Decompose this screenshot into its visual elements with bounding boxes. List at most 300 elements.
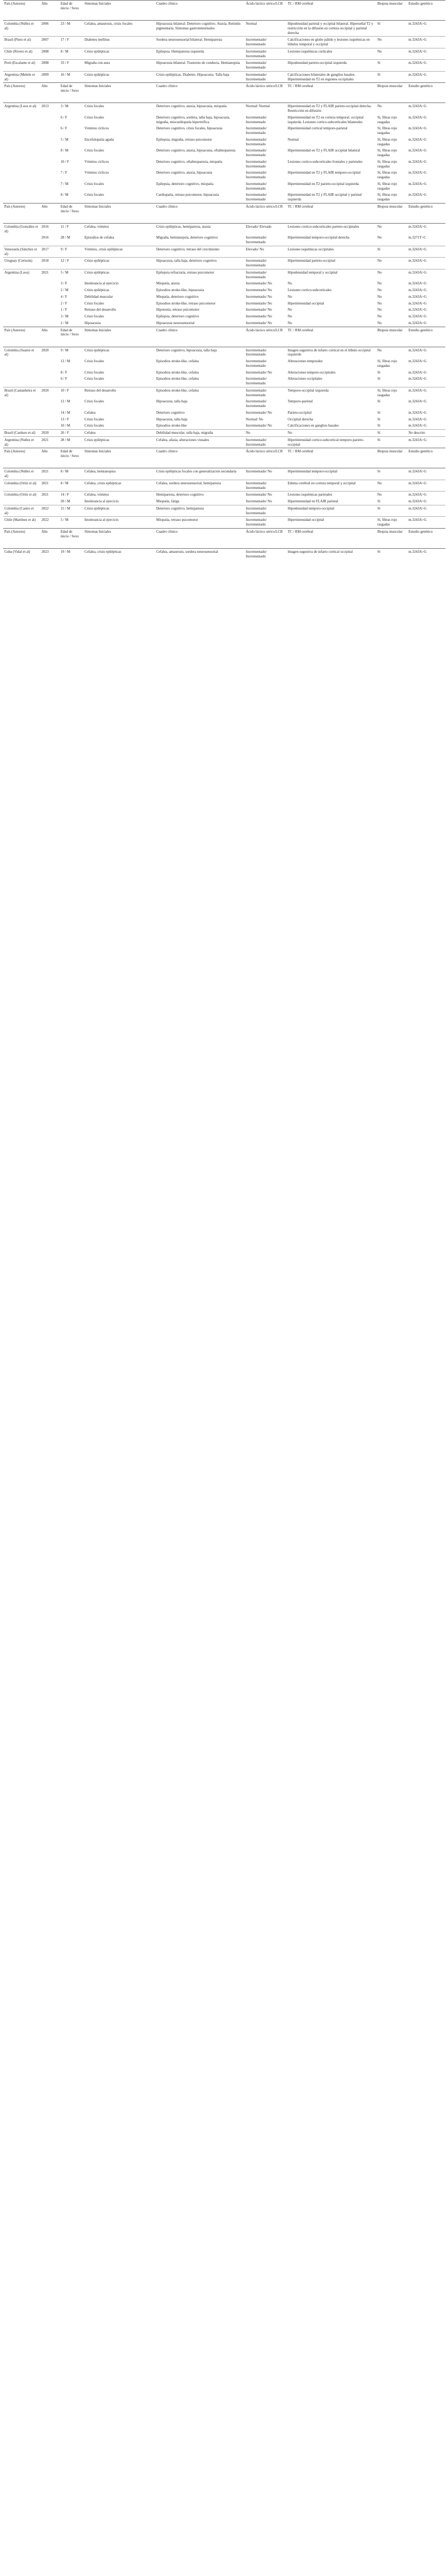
cell-edad: 19 / M bbox=[60, 549, 71, 554]
cell-cuadro: Crisis epilépticas focales con generalización secundaria bbox=[156, 469, 237, 474]
cell-sintomas: Cefalea, vómitos bbox=[83, 492, 155, 498]
table-row bbox=[3, 114, 445, 126]
column-header-pais: País (Autores) bbox=[3, 1, 40, 21]
table-row bbox=[3, 300, 445, 307]
cell-sintomas: Cefalea, crisis epilépticas bbox=[83, 480, 155, 492]
cell-sintomas: Crisis epilépticas bbox=[83, 269, 155, 280]
cell-biopsia: Sí bbox=[376, 246, 407, 258]
cell-pais: Brasil (Pinto et al) bbox=[3, 37, 40, 48]
cell-tc: Hipodensidad temporo-occipital bbox=[286, 505, 376, 517]
tables-container bbox=[0, 0, 448, 560]
cell-cuadro: Hipoacusia bilateral. Deterioro cognitivo. Ataxia. Retinitis pigmentaria. Síntomas gastrointestinales bbox=[156, 22, 241, 30]
cell-tc: Calcificaciones en globo pálido y lesiones isquémicas en lóbulos temporal y occipital bbox=[286, 37, 376, 48]
cell-tc: Hiperintensidad en T2 y FLAIR temporo-occipital bbox=[288, 171, 361, 175]
cell-estudio: m.3243A>G bbox=[408, 22, 427, 26]
table-row bbox=[3, 410, 445, 416]
table-row bbox=[3, 192, 445, 203]
cell-cuadro: Deterioro cognitivo, hipoacusia, talla baja bbox=[156, 348, 217, 352]
cell-estudio: m.3243A>G bbox=[407, 71, 445, 82]
cell-sintomas: Retraso del desarrollo bbox=[83, 387, 155, 398]
cell-acido: Incrementado/ Incrementado bbox=[244, 60, 286, 72]
cell-sintomas: Encefalopatía aguda bbox=[84, 137, 114, 142]
cell-sintomas: Cefalea, crisis epilépticas bbox=[84, 549, 122, 554]
cell-edad: 4 / F bbox=[60, 294, 68, 299]
table-row bbox=[3, 492, 445, 498]
table-row bbox=[3, 287, 445, 294]
cell-estudio: m.3243A>G bbox=[408, 159, 427, 164]
cases-table bbox=[3, 448, 445, 528]
cell-acido: No bbox=[244, 430, 286, 437]
cell-ano: 2006 bbox=[41, 22, 49, 26]
cell-cuadro: Deterioro cognitivo, crisis focales, hipoacusia bbox=[156, 126, 223, 131]
cell-ano bbox=[40, 170, 59, 181]
cell-pais: Chile (Martínez et al) bbox=[3, 517, 40, 528]
cell-acido: Incrementado/ Incrementado bbox=[244, 48, 286, 60]
cell-pais bbox=[3, 234, 40, 246]
cell-biopsia: Sí bbox=[377, 399, 380, 404]
cell-biopsia: Sí bbox=[376, 60, 407, 72]
cell-tc: Hipodensidad parietal y occipital bilateral. Hiperseñal T2 y restricción en la difusión en corteza occipital y parietal derecha bbox=[288, 22, 373, 35]
cell-pais bbox=[3, 287, 40, 294]
cell-edad: 7 / M bbox=[60, 181, 69, 186]
column-header-edad: Edad de inicio / Sexo bbox=[59, 327, 82, 347]
cell-tc: Lesiones cortico-subcorticales parieto-occipitales bbox=[288, 224, 359, 229]
cell-biopsia: No bbox=[377, 308, 382, 312]
cell-cuadro: Deterioro cognitivo, sordera, talla baja, hipoacusia, migraña, miocardiopatía hipertrófica bbox=[156, 115, 230, 124]
cell-pais bbox=[3, 300, 40, 307]
cell-biopsia: No bbox=[377, 348, 382, 352]
cell-ano bbox=[40, 313, 59, 320]
cell-cuadro: Hipoacusia, talla baja bbox=[156, 399, 188, 404]
column-header-biopsia: Biopsia muscular bbox=[376, 1, 407, 21]
header-row bbox=[3, 327, 445, 347]
cell-biopsia: Sí, fibras rojo rasgadas bbox=[376, 517, 407, 528]
cell-biopsia: Sí, fibras rojo rasgadas bbox=[377, 126, 397, 135]
cell-acido: Incrementado/ No bbox=[245, 288, 272, 292]
cell-tc: No bbox=[288, 320, 292, 325]
cell-cuadro: Hipoacusia neurosensorial bbox=[156, 320, 195, 325]
cell-biopsia: Sí bbox=[376, 71, 407, 82]
column-header-cuadro: Cuadro clínico bbox=[155, 448, 244, 468]
column-header-biopsia: Biopsia muscular bbox=[376, 203, 407, 223]
cell-estudio: m.3243A>G bbox=[408, 469, 427, 474]
cell-estudio: m.3243A>G bbox=[408, 308, 427, 312]
cell-estudio: m.3243A>G bbox=[408, 181, 427, 186]
cell-pais bbox=[3, 313, 40, 320]
cell-acido: Incrementado/ Incrementado bbox=[245, 235, 267, 244]
table-row bbox=[3, 376, 445, 387]
cell-acido: Incrementado/ No bbox=[245, 423, 272, 428]
column-header-biopsia: Biopsia muscular bbox=[376, 448, 407, 468]
cell-estudio: m.3243A>G bbox=[408, 137, 427, 142]
cell-cuadro: Epilepsia, deterioro cognitivo, miopatía bbox=[156, 181, 213, 186]
cell-cuadro: Episodios stroke-like, cefalea bbox=[156, 377, 199, 381]
cell-estudio: m.3243A>G bbox=[408, 549, 427, 554]
column-header-pais: País (Autores) bbox=[3, 203, 40, 223]
cell-acido: Incrementado/ Incrementado bbox=[245, 115, 267, 124]
cell-cuadro: Hipoacusia, talla baja bbox=[156, 417, 188, 421]
cell-cuadro: Deterioro cognitivo bbox=[156, 410, 185, 415]
cell-tc: Hiperintensidad temporo-occipital bbox=[288, 469, 338, 474]
cell-tc: Hiperintensidad cortical temporo-parietal bbox=[288, 126, 347, 131]
cell-biopsia: Sí, fibras rojo rasgadas bbox=[377, 171, 397, 179]
cases-table bbox=[3, 82, 445, 203]
column-header-tc: TC / RM cerebral bbox=[286, 528, 376, 548]
cell-sintomas: Episodios de cefalea bbox=[84, 235, 114, 240]
cell-estudio: m.3243A>G bbox=[407, 517, 445, 528]
cell-ano bbox=[40, 280, 59, 287]
cell-estudio: m.3243A>G bbox=[408, 499, 427, 503]
cell-biopsia: Sí bbox=[377, 22, 380, 26]
cell-edad: 2 / M bbox=[60, 288, 69, 292]
cell-acido: Incrementado/ Incrementado bbox=[244, 517, 286, 528]
table-row bbox=[3, 60, 445, 72]
cell-pais bbox=[3, 170, 40, 181]
table-row bbox=[3, 170, 445, 181]
cell-ano bbox=[40, 369, 59, 376]
cell-tc: Hiperintensidad en FLAIR parietal bbox=[288, 499, 338, 503]
cases-table bbox=[3, 327, 445, 448]
cell-acido: Incrementado/ Incrementado bbox=[244, 505, 286, 517]
cell-acido: Incrementado/ No bbox=[245, 281, 272, 286]
cell-sintomas: Vómitos cíclicos bbox=[84, 159, 109, 164]
cell-edad: 8 / M bbox=[60, 193, 69, 197]
cell-tc: Temporo-occipital izquierda bbox=[286, 387, 376, 398]
cell-ano bbox=[40, 307, 59, 313]
cell-ano: 2021 bbox=[40, 480, 59, 492]
cell-tc: Calcificaciones bilaterales de ganglios basales. Hiperintensidad en T2 en regiones occipitales bbox=[286, 71, 376, 82]
cell-estudio: m.3243A>G bbox=[408, 288, 427, 292]
cell-ano: 2020 bbox=[41, 348, 49, 352]
column-header-biopsia: Biopsia muscular bbox=[376, 83, 407, 103]
cell-cuadro: Miopatía, fatiga bbox=[156, 499, 179, 503]
header-row bbox=[3, 83, 445, 103]
cell-cuadro: Cefalea, amaurosis, sordera neurosensorial bbox=[156, 549, 218, 554]
cell-pais bbox=[3, 498, 40, 505]
table-row bbox=[3, 234, 445, 246]
cell-edad: 23 / M bbox=[60, 22, 71, 26]
cell-ano bbox=[40, 422, 59, 429]
cell-cuadro: Episodios stroke-like, cefalea bbox=[155, 387, 244, 398]
cell-sintomas: Crisis epilépticas bbox=[83, 258, 155, 269]
cell-edad: 12 / M bbox=[60, 399, 71, 404]
table-row bbox=[3, 223, 445, 234]
cell-biopsia: Sí, fibras rojo rasgadas bbox=[377, 181, 397, 191]
cell-pais: Venezuela (Sánchez et al) bbox=[3, 246, 40, 258]
table-row bbox=[3, 358, 445, 369]
column-header-sintomas: Síntomas Iniciales bbox=[83, 203, 155, 223]
cell-acido: Normal/ No bbox=[245, 417, 263, 421]
cell-acido: Incrementado/ No bbox=[245, 308, 272, 312]
cell-biopsia: Sí bbox=[377, 370, 380, 375]
cell-edad: 12 / M bbox=[60, 359, 71, 363]
cell-sintomas: Crisis focales bbox=[84, 423, 104, 428]
cell-acido: Incrementado/ Incrementado bbox=[245, 171, 267, 179]
table-row bbox=[3, 517, 445, 528]
cell-ano: 2008 bbox=[40, 48, 59, 60]
cell-biopsia: Sí bbox=[377, 499, 380, 503]
table-row bbox=[3, 48, 445, 60]
cell-ano bbox=[40, 320, 59, 327]
column-header-sintomas: Síntomas Iniciales bbox=[83, 528, 155, 548]
cell-ano bbox=[40, 498, 59, 505]
cell-sintomas: Diabetes mellitus bbox=[83, 37, 155, 48]
cell-acido: Incrementado/ Incrementado bbox=[245, 126, 267, 135]
cell-edad: 12 / F bbox=[59, 258, 82, 269]
cell-sintomas: Crisis focales bbox=[84, 193, 104, 197]
cell-estudio: m.3243A>G bbox=[407, 258, 445, 269]
cell-ano bbox=[40, 416, 59, 423]
cell-cuadro: Deterioro cognitivo, hemiparesia bbox=[155, 505, 244, 517]
cell-biopsia: No bbox=[376, 258, 407, 269]
table-row bbox=[3, 387, 445, 398]
cell-ano bbox=[40, 192, 59, 203]
cell-acido: Incrementado/ Incrementado bbox=[244, 387, 286, 398]
cell-pais bbox=[3, 125, 40, 137]
cell-edad: 28 / M bbox=[59, 436, 82, 448]
cell-estudio: m.3271T>C bbox=[408, 235, 426, 240]
cell-pais: Colombia (Ortíz et al) bbox=[3, 480, 40, 492]
header-row bbox=[3, 528, 445, 548]
cell-ano bbox=[40, 181, 59, 192]
cell-sintomas: Crisis focales bbox=[84, 417, 104, 421]
cell-estudio: m.3243A>G bbox=[408, 224, 427, 229]
cell-acido: Incrementado/ Incrementado bbox=[245, 137, 267, 146]
cell-tc: Lesiones isquémicas occipitales bbox=[286, 246, 376, 258]
cell-biopsia: Sí bbox=[377, 410, 380, 415]
cases-table bbox=[3, 203, 445, 327]
column-header-tc: TC / RM cerebral bbox=[286, 327, 376, 347]
cell-ano: 2013 bbox=[41, 104, 49, 109]
cell-acido: Incrementado/ No bbox=[245, 314, 272, 318]
column-header-tc: TC / RM cerebral bbox=[286, 203, 376, 223]
cell-tc: Hiperintensidad occipital bbox=[288, 301, 324, 306]
cell-tc: Alteraciones temporales bbox=[288, 359, 323, 363]
column-header-sintomas: Síntomas Iniciales bbox=[83, 1, 155, 21]
cell-biopsia: No bbox=[377, 294, 382, 299]
table-row bbox=[3, 147, 445, 159]
cell-sintomas: Intolerancia al ejercicio bbox=[84, 281, 119, 286]
cell-biopsia: No bbox=[377, 288, 382, 292]
cell-estudio: m.3243A>G bbox=[408, 377, 427, 381]
cell-cuadro: Episodios stroke-like, cefalea bbox=[156, 359, 199, 363]
cell-sintomas: Debilidad muscular bbox=[84, 294, 113, 299]
cell-edad: 15 / M bbox=[59, 505, 82, 517]
cell-ano: 2021 bbox=[40, 436, 59, 448]
cell-estudio: m.3243A>G bbox=[407, 480, 445, 492]
cell-biopsia: Sí, fibras rojo rasgadas bbox=[377, 193, 397, 201]
cell-ano: 2008 bbox=[40, 60, 59, 72]
cell-cuadro: Deterioro cognitivo, ataxia, hipoacusia, oftalmoparesia bbox=[156, 148, 236, 153]
cell-sintomas: Crisis focales bbox=[84, 301, 104, 306]
cell-pais: Colombia (González et al) bbox=[4, 224, 38, 233]
cell-estudio: m.3243A>G bbox=[407, 37, 445, 48]
cell-tc: Lesiones isquémicas parietales bbox=[286, 492, 376, 498]
cell-sintomas: Crisis focales bbox=[84, 148, 104, 153]
cell-tc: Hiperintensidad cortico-subcortical temporo-parieto-occipital bbox=[286, 436, 376, 448]
cell-biopsia: No bbox=[377, 301, 382, 306]
column-header-estudio: Estudio genético bbox=[407, 203, 445, 223]
cell-biopsia: No bbox=[376, 480, 407, 492]
cell-tc: No bbox=[286, 430, 376, 437]
cell-sintomas: Crisis focales bbox=[84, 377, 104, 381]
cell-sintomas: Crisis focales bbox=[84, 181, 104, 186]
cell-ano bbox=[40, 159, 59, 170]
cell-biopsia: No bbox=[377, 104, 382, 109]
table-row bbox=[3, 398, 445, 410]
cell-cuadro: Episodios stroke-like bbox=[156, 423, 187, 428]
cell-acido: Incrementado/ No bbox=[245, 320, 272, 325]
column-header-ano: Año bbox=[40, 448, 59, 468]
table-row bbox=[3, 159, 445, 170]
header-row bbox=[3, 1, 445, 21]
cell-biopsia: Sí bbox=[377, 423, 380, 428]
column-header-tc: TC / RM cerebral bbox=[286, 1, 376, 21]
column-header-edad: Edad de inicio / Sexo bbox=[59, 448, 82, 468]
cell-estudio: No descrito bbox=[407, 430, 445, 437]
table-row bbox=[3, 103, 445, 114]
cell-cuadro: Miopatía, deterioro cognitivo bbox=[156, 294, 199, 299]
cell-edad: 8 / F bbox=[60, 370, 68, 375]
cell-biopsia: Sí, fibras rojo rasgadas bbox=[377, 137, 397, 146]
cell-ano bbox=[40, 137, 59, 148]
cell-edad: 8 / M bbox=[59, 480, 82, 492]
cases-table bbox=[3, 528, 445, 560]
column-header-sintomas: Síntomas Iniciales bbox=[83, 448, 155, 468]
cell-ano bbox=[40, 125, 59, 137]
cell-pais bbox=[3, 294, 40, 300]
header-row bbox=[3, 203, 445, 223]
cell-edad: 5 / M bbox=[60, 137, 69, 142]
column-header-biopsia: Biopsia muscular bbox=[376, 528, 407, 548]
cell-acido: Normal/ Normal bbox=[245, 104, 270, 109]
column-header-estudio: Estudio genético bbox=[407, 83, 445, 103]
cell-pais bbox=[3, 159, 40, 170]
column-header-cuadro: Cuadro clínico bbox=[155, 83, 244, 103]
cell-estudio: m.3243A>G bbox=[408, 104, 427, 109]
cell-estudio: m.3243A>G bbox=[407, 60, 445, 72]
cell-sintomas: Cefalea bbox=[83, 430, 155, 437]
cell-ano bbox=[40, 294, 59, 300]
cell-acido: Incrementado/ Incrementado bbox=[245, 377, 267, 385]
table-row bbox=[3, 320, 445, 327]
cell-pais bbox=[3, 369, 40, 376]
cell-pais bbox=[3, 114, 40, 126]
table-row bbox=[3, 181, 445, 192]
cell-edad: 14 / M bbox=[60, 410, 71, 415]
cell-pais bbox=[3, 181, 40, 192]
cell-cuadro: Epilepsia refractaria, retraso psicomotor bbox=[155, 269, 244, 280]
column-header-ano: Año bbox=[40, 83, 59, 103]
cell-pais: Chile (Rivero et al) bbox=[3, 48, 40, 60]
cell-edad: 5 / M bbox=[59, 517, 82, 528]
cell-cuadro: Hipotonía, retraso psicomotor bbox=[156, 308, 200, 312]
column-header-edad: Edad de inicio / Sexo bbox=[59, 1, 82, 21]
cell-cuadro: Epilepsia, migraña, retraso psicomotor bbox=[156, 137, 212, 142]
cell-estudio: m.3243A>G bbox=[408, 348, 427, 352]
cell-edad: 8 / M bbox=[59, 48, 82, 60]
cell-estudio: m.3243A>G bbox=[408, 294, 427, 299]
cell-cuadro: Deterioro cognitivo, ataxia, hipoacusia, miopatía bbox=[156, 104, 227, 109]
table-row bbox=[3, 347, 445, 358]
cell-sintomas: Crisis focales bbox=[84, 104, 104, 109]
cell-sintomas: Crisis epilépticas bbox=[83, 436, 155, 448]
cell-edad: 2 / M bbox=[60, 320, 69, 325]
cell-sintomas: Crisis epilépticas bbox=[84, 348, 109, 352]
table-row bbox=[3, 480, 445, 492]
cell-edad: 17 / F bbox=[59, 37, 82, 48]
cell-biopsia: No bbox=[376, 37, 407, 48]
table-row bbox=[3, 468, 445, 480]
cell-acido: Incrementado/ No bbox=[245, 301, 272, 306]
cell-biopsia: No bbox=[377, 235, 382, 240]
column-header-acido: Ácido láctico sérico/LCR bbox=[244, 528, 286, 548]
table-row bbox=[3, 430, 445, 437]
cell-estudio: m.3243A>G bbox=[407, 505, 445, 517]
cell-pais: Argentina (Loos) bbox=[3, 269, 40, 280]
cell-tc: Lesiones cortico-subcorticales bbox=[288, 288, 331, 292]
cell-acido: Incrementado/ Incrementado bbox=[245, 193, 267, 201]
cell-acido: Incrementado/ No bbox=[245, 370, 272, 375]
cell-estudio: m.3243A>G bbox=[408, 410, 427, 415]
cell-tc: Normal bbox=[288, 137, 299, 142]
cell-biopsia: No bbox=[376, 48, 407, 60]
column-header-acido: Ácido láctico sérico/LCR bbox=[244, 203, 286, 223]
header-row bbox=[3, 448, 445, 468]
cell-edad: 13 / F bbox=[60, 417, 69, 421]
cell-tc: Occipital derecha bbox=[288, 417, 313, 421]
cell-estudio: m.3243A>G bbox=[408, 314, 427, 318]
cell-sintomas: Intolerancia al ejercicio bbox=[84, 499, 119, 503]
cell-pais: Colombia (Castro et al) bbox=[3, 505, 40, 517]
cell-biopsia: Sí, fibras rojo rasgadas bbox=[377, 115, 397, 124]
table-row bbox=[3, 125, 445, 137]
cell-ano bbox=[40, 358, 59, 369]
column-header-ano: Año bbox=[40, 528, 59, 548]
cell-ano: 2018 bbox=[40, 258, 59, 269]
cell-acido: Incrementado/ Incrementado bbox=[245, 181, 267, 191]
cell-acido: Incrementado/ Incrementado bbox=[245, 148, 267, 157]
cell-pais: Uruguay (Cerisola) bbox=[3, 258, 40, 269]
cell-tc: Hiperintensidad en T2 parieto-occipital izquierda bbox=[288, 181, 359, 186]
cell-tc: Hiperintensidad en T2 en corteza temporal, occipital izquierda. Lesiones cortico-subcorticales bilaterales bbox=[288, 115, 364, 124]
cell-estudio: m.3243A>G bbox=[408, 423, 427, 428]
cell-acido: Normal bbox=[245, 22, 257, 26]
cell-pais: Colombia (Núñez et al) bbox=[4, 469, 34, 478]
cell-edad: 10 / F bbox=[59, 387, 82, 398]
column-header-ano: Año bbox=[40, 1, 59, 21]
cell-tc: No bbox=[288, 314, 292, 318]
cell-tc: Hiperintensidad parieto-occipital bbox=[286, 258, 376, 269]
cell-ano: 2021 bbox=[41, 469, 49, 474]
table-row bbox=[3, 416, 445, 423]
cell-sintomas: Crisis focales bbox=[84, 115, 104, 120]
cell-biopsia: Sí bbox=[376, 436, 407, 448]
cell-edad: 28 / M bbox=[60, 235, 71, 240]
cell-cuadro: Deterioro cognitivo, retraso del crecimiento bbox=[155, 246, 244, 258]
cell-cuadro: Episodios stroke-like, retraso psicomotor bbox=[156, 301, 216, 306]
cell-acido: Incrementado/ No bbox=[245, 410, 272, 415]
column-header-edad: Edad de inicio / Sexo bbox=[59, 528, 82, 548]
cell-estudio: m.3243A>G bbox=[408, 148, 427, 153]
column-header-pais: País (Autores) bbox=[3, 327, 40, 347]
cell-acido: Incrementado/ Incrementado bbox=[245, 359, 267, 368]
cell-sintomas: Vómitos cíclicos bbox=[84, 126, 109, 131]
cell-ano bbox=[40, 114, 59, 126]
cell-estudio: m.3243A>G bbox=[408, 399, 427, 404]
cell-ano bbox=[40, 147, 59, 159]
cell-biopsia: Sí bbox=[377, 469, 380, 474]
